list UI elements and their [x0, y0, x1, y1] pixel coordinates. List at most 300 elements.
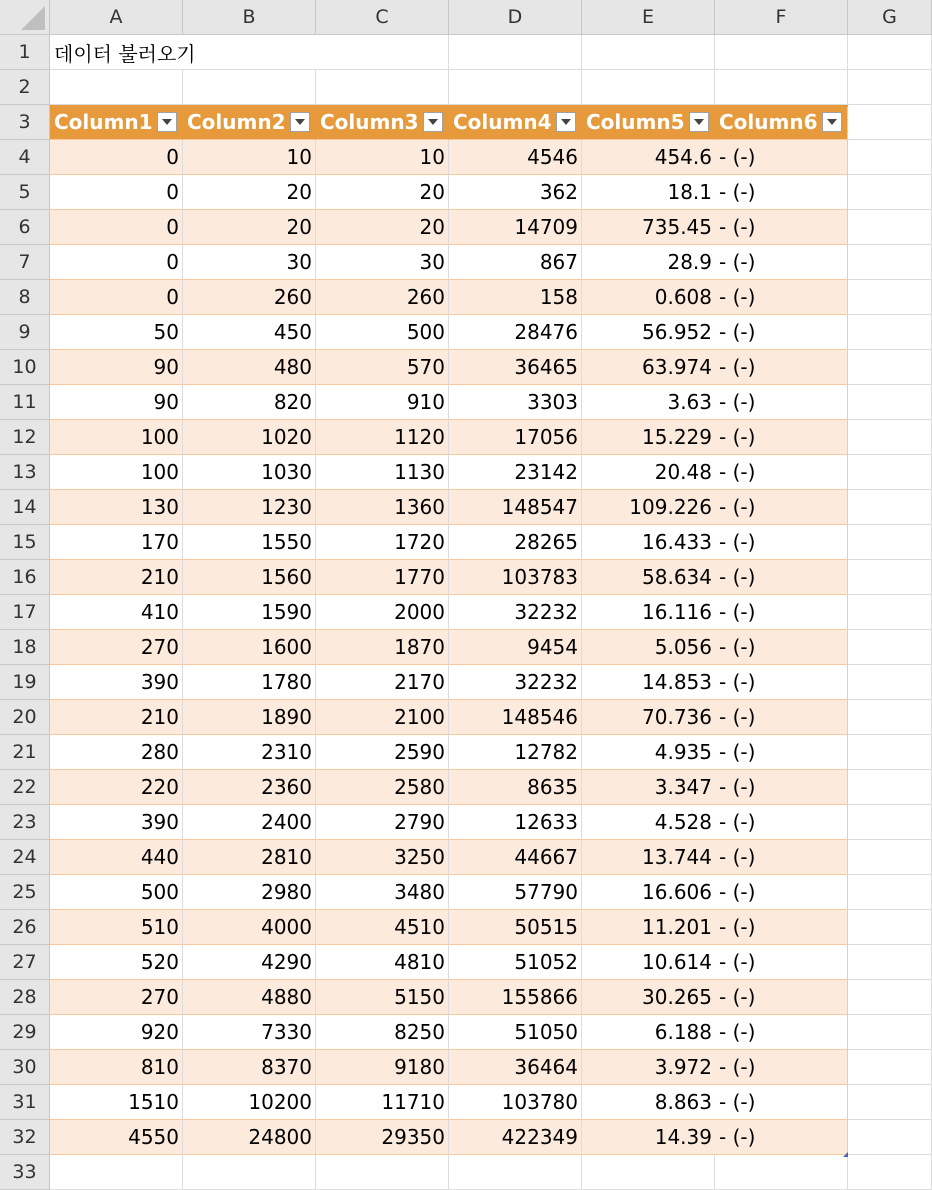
sheet-row-5	[50, 175, 932, 210]
table-cell-f32[interactable]: - (-)	[715, 1120, 848, 1155]
table-cell-d31[interactable]: 103780	[449, 1085, 582, 1120]
cell-c1[interactable]	[316, 35, 449, 70]
table-cell-e8[interactable]: 0.608	[582, 280, 715, 315]
cell-g20[interactable]	[848, 700, 932, 735]
table-cell-b22[interactable]: 2360	[183, 770, 316, 805]
table-cell-b29[interactable]: 7330	[183, 1015, 316, 1050]
table-cell-e10[interactable]: 63.974	[582, 350, 715, 385]
table-cell-a5[interactable]: 0	[50, 175, 183, 210]
cell-g3[interactable]	[848, 105, 932, 140]
table-cell-b18[interactable]: 1600	[183, 630, 316, 665]
row-header-26[interactable]: 26	[0, 910, 50, 945]
cell-g18[interactable]	[848, 630, 932, 665]
row-header-2[interactable]: 2	[0, 70, 50, 105]
table-cell-e22[interactable]: 3.347	[582, 770, 715, 805]
table-cell-b23[interactable]: 2400	[183, 805, 316, 840]
table-cell-d32[interactable]: 422349	[449, 1120, 582, 1155]
cell-g2[interactable]	[848, 70, 932, 105]
table-cell-c4[interactable]: 10	[316, 140, 449, 175]
table-cell-e29[interactable]: 6.188	[582, 1015, 715, 1050]
table-cell-b5[interactable]: 20	[183, 175, 316, 210]
table-cell-e14[interactable]: 109.226	[582, 490, 715, 525]
sheet-row-28	[50, 980, 932, 1015]
table-cell-c32[interactable]: 29350	[316, 1120, 449, 1155]
table-cell-c8[interactable]: 260	[316, 280, 449, 315]
cell-g25[interactable]	[848, 875, 932, 910]
table-cell-a16[interactable]: 210	[50, 560, 183, 595]
table-cell-e18[interactable]: 5.056	[582, 630, 715, 665]
sheet-row-20	[50, 700, 932, 735]
table-cell-b7[interactable]: 30	[183, 245, 316, 280]
table-cell-c5[interactable]: 20	[316, 175, 449, 210]
table-cell-b24[interactable]: 2810	[183, 840, 316, 875]
row-header-25[interactable]: 25	[0, 875, 50, 910]
table-cell-e27[interactable]: 10.614	[582, 945, 715, 980]
table-cell-c7[interactable]: 30	[316, 245, 449, 280]
row-header-28[interactable]: 28	[0, 980, 50, 1015]
cell-g13[interactable]	[848, 455, 932, 490]
row-header-14[interactable]: 14	[0, 490, 50, 525]
table-cell-e25[interactable]: 16.606	[582, 875, 715, 910]
table-cell-d27[interactable]: 51052	[449, 945, 582, 980]
table-cell-e23[interactable]: 4.528	[582, 805, 715, 840]
table-cell-c12[interactable]: 1120	[316, 420, 449, 455]
table-cell-c27[interactable]: 4810	[316, 945, 449, 980]
filter-dropdown-button[interactable]	[157, 112, 177, 132]
row-header-3[interactable]: 3	[0, 105, 50, 140]
table-cell-c17[interactable]: 2000	[316, 595, 449, 630]
cell-d33[interactable]	[449, 1155, 582, 1190]
table-cell-c23[interactable]: 2790	[316, 805, 449, 840]
table-cell-b14[interactable]: 1230	[183, 490, 316, 525]
table-cell-f29[interactable]: - (-)	[715, 1015, 848, 1050]
filter-dropdown-button[interactable]	[822, 112, 842, 132]
cell-f1[interactable]	[715, 35, 848, 70]
row-header-15[interactable]: 15	[0, 525, 50, 560]
table-cell-b21[interactable]: 2310	[183, 735, 316, 770]
table-cell-f8[interactable]: - (-)	[715, 280, 848, 315]
row-header-10[interactable]: 10	[0, 350, 50, 385]
table-cell-e7[interactable]: 28.9	[582, 245, 715, 280]
table-cell-e9[interactable]: 56.952	[582, 315, 715, 350]
table-cell-b12[interactable]: 1020	[183, 420, 316, 455]
table-cell-b10[interactable]: 480	[183, 350, 316, 385]
table-cell-e13[interactable]: 20.48	[582, 455, 715, 490]
table-cell-b20[interactable]: 1890	[183, 700, 316, 735]
cell-g7[interactable]	[848, 245, 932, 280]
row-header-31[interactable]: 31	[0, 1085, 50, 1120]
table-cell-b32[interactable]: 24800	[183, 1120, 316, 1155]
column-header-a[interactable]: A	[50, 0, 183, 35]
table-cell-d22[interactable]: 8635	[449, 770, 582, 805]
table-cell-b11[interactable]: 820	[183, 385, 316, 420]
table-cell-e24[interactable]: 13.744	[582, 840, 715, 875]
table-cell-e12[interactable]: 15.229	[582, 420, 715, 455]
table-cell-f24[interactable]: - (-)	[715, 840, 848, 875]
row-header-16[interactable]: 16	[0, 560, 50, 595]
table-cell-d18[interactable]: 9454	[449, 630, 582, 665]
table-cell-c13[interactable]: 1130	[316, 455, 449, 490]
table-cell-a27[interactable]: 520	[50, 945, 183, 980]
table-cell-b8[interactable]: 260	[183, 280, 316, 315]
cell-g12[interactable]	[848, 420, 932, 455]
column-header-d[interactable]: D	[449, 0, 582, 35]
row-header-22[interactable]: 22	[0, 770, 50, 805]
column-header-f[interactable]: F	[715, 0, 848, 35]
row-header-18[interactable]: 18	[0, 630, 50, 665]
table-cell-a19[interactable]: 390	[50, 665, 183, 700]
table-cell-a15[interactable]: 170	[50, 525, 183, 560]
table-cell-b27[interactable]: 4290	[183, 945, 316, 980]
table-cell-f7[interactable]: - (-)	[715, 245, 848, 280]
row-header-21[interactable]: 21	[0, 735, 50, 770]
table-cell-f15[interactable]: - (-)	[715, 525, 848, 560]
row-header-30[interactable]: 30	[0, 1050, 50, 1085]
table-cell-f11[interactable]: - (-)	[715, 385, 848, 420]
table-resize-handle[interactable]	[842, 1151, 848, 1157]
table-cell-c24[interactable]: 3250	[316, 840, 449, 875]
cell-f33[interactable]	[715, 1155, 848, 1190]
table-cell-c14[interactable]: 1360	[316, 490, 449, 525]
row-header-8[interactable]: 8	[0, 280, 50, 315]
table-cell-c11[interactable]: 910	[316, 385, 449, 420]
table-cell-b26[interactable]: 4000	[183, 910, 316, 945]
table-cell-a22[interactable]: 220	[50, 770, 183, 805]
table-cell-b9[interactable]: 450	[183, 315, 316, 350]
table-cell-d23[interactable]: 12633	[449, 805, 582, 840]
table-cell-f14[interactable]: - (-)	[715, 490, 848, 525]
table-cell-c29[interactable]: 8250	[316, 1015, 449, 1050]
table-cell-a25[interactable]: 500	[50, 875, 183, 910]
sheet-row-9	[50, 315, 932, 350]
cell-g27[interactable]	[848, 945, 932, 980]
table-cell-d19[interactable]: 32232	[449, 665, 582, 700]
row-header-12[interactable]: 12	[0, 420, 50, 455]
table-cell-a13[interactable]: 100	[50, 455, 183, 490]
table-cell-a10[interactable]: 90	[50, 350, 183, 385]
table-header-label: Column1	[54, 110, 153, 134]
table-cell-b31[interactable]: 10200	[183, 1085, 316, 1120]
sheet-row-26	[50, 910, 932, 945]
row-header-24[interactable]: 24	[0, 840, 50, 875]
table-cell-f16[interactable]: - (-)	[715, 560, 848, 595]
table-cell-b17[interactable]: 1590	[183, 595, 316, 630]
table-header-3[interactable]	[316, 105, 449, 140]
table-cell-f19[interactable]: - (-)	[715, 665, 848, 700]
cell-g10[interactable]	[848, 350, 932, 385]
table-cell-f17[interactable]: - (-)	[715, 595, 848, 630]
cell-g14[interactable]	[848, 490, 932, 525]
row-header-27[interactable]: 27	[0, 945, 50, 980]
table-cell-b16[interactable]: 1560	[183, 560, 316, 595]
table-cell-a11[interactable]: 90	[50, 385, 183, 420]
row-header-17[interactable]: 17	[0, 595, 50, 630]
table-cell-e28[interactable]: 30.265	[582, 980, 715, 1015]
cell-e33[interactable]	[582, 1155, 715, 1190]
table-cell-e19[interactable]: 14.853	[582, 665, 715, 700]
table-cell-a18[interactable]: 270	[50, 630, 183, 665]
table-cell-f27[interactable]: - (-)	[715, 945, 848, 980]
sheet-row-32	[50, 1120, 932, 1155]
table-cell-f13[interactable]: - (-)	[715, 455, 848, 490]
table-cell-e11[interactable]: 3.63	[582, 385, 715, 420]
table-cell-f28[interactable]: - (-)	[715, 980, 848, 1015]
row-header-11[interactable]: 11	[0, 385, 50, 420]
table-cell-e31[interactable]: 8.863	[582, 1085, 715, 1120]
cell-g4[interactable]	[848, 140, 932, 175]
sheet-row-19	[50, 665, 932, 700]
table-cell-d26[interactable]: 50515	[449, 910, 582, 945]
table-cell-c9[interactable]: 500	[316, 315, 449, 350]
table-cell-d5[interactable]: 362	[449, 175, 582, 210]
sheet-row-7	[50, 245, 932, 280]
table-cell-f25[interactable]: - (-)	[715, 875, 848, 910]
table-cell-f6[interactable]: - (-)	[715, 210, 848, 245]
table-cell-b28[interactable]: 4880	[183, 980, 316, 1015]
table-cell-f22[interactable]: - (-)	[715, 770, 848, 805]
table-cell-f10[interactable]: - (-)	[715, 350, 848, 385]
table-cell-c18[interactable]: 1870	[316, 630, 449, 665]
table-cell-d28[interactable]: 155866	[449, 980, 582, 1015]
row-header-13[interactable]: 13	[0, 455, 50, 490]
filter-dropdown-button[interactable]	[290, 112, 310, 132]
table-cell-c16[interactable]: 1770	[316, 560, 449, 595]
cell-d2[interactable]	[449, 70, 582, 105]
row-header-20[interactable]: 20	[0, 700, 50, 735]
table-cell-b13[interactable]: 1030	[183, 455, 316, 490]
cell-g23[interactable]	[848, 805, 932, 840]
table-cell-c21[interactable]: 2590	[316, 735, 449, 770]
table-cell-c19[interactable]: 2170	[316, 665, 449, 700]
table-cell-a30[interactable]: 810	[50, 1050, 183, 1085]
table-cell-a12[interactable]: 100	[50, 420, 183, 455]
cell-g28[interactable]	[848, 980, 932, 1015]
cell-g24[interactable]	[848, 840, 932, 875]
column-header-b[interactable]: B	[183, 0, 316, 35]
table-header-5[interactable]	[582, 105, 715, 140]
cell-a2[interactable]	[50, 70, 183, 105]
table-cell-c22[interactable]: 2580	[316, 770, 449, 805]
cell-g1[interactable]	[848, 35, 932, 70]
sheet-row-31	[50, 1085, 932, 1120]
table-cell-a24[interactable]: 440	[50, 840, 183, 875]
table-cell-e16[interactable]: 58.634	[582, 560, 715, 595]
row-header-32[interactable]: 32	[0, 1120, 50, 1155]
table-cell-d15[interactable]: 28265	[449, 525, 582, 560]
table-cell-c15[interactable]: 1720	[316, 525, 449, 560]
row-header-23[interactable]: 23	[0, 805, 50, 840]
sheet-row-3	[50, 105, 932, 140]
column-header-g[interactable]: G	[848, 0, 932, 35]
table-cell-e6[interactable]: 735.45	[582, 210, 715, 245]
sheet-row-23	[50, 805, 932, 840]
select-all-button[interactable]	[0, 0, 50, 35]
table-cell-d21[interactable]: 12782	[449, 735, 582, 770]
cell-b33[interactable]	[183, 1155, 316, 1190]
table-cell-a7[interactable]: 0	[50, 245, 183, 280]
table-cell-a31[interactable]: 1510	[50, 1085, 183, 1120]
table-cell-a4[interactable]: 0	[50, 140, 183, 175]
cell-g32[interactable]	[848, 1120, 932, 1155]
table-cell-d9[interactable]: 28476	[449, 315, 582, 350]
table-cell-e5[interactable]: 18.1	[582, 175, 715, 210]
cell-g21[interactable]	[848, 735, 932, 770]
table-cell-a9[interactable]: 50	[50, 315, 183, 350]
table-cell-d12[interactable]: 17056	[449, 420, 582, 455]
dropdown-arrow-icon	[295, 119, 305, 125]
table-cell-f26[interactable]: - (-)	[715, 910, 848, 945]
table-cell-f30[interactable]: - (-)	[715, 1050, 848, 1085]
cell-c2[interactable]	[316, 70, 449, 105]
table-cell-e15[interactable]: 16.433	[582, 525, 715, 560]
table-cell-e21[interactable]: 4.935	[582, 735, 715, 770]
table-cell-b4[interactable]: 10	[183, 140, 316, 175]
row-header-7[interactable]: 7	[0, 245, 50, 280]
table-header-2[interactable]	[183, 105, 316, 140]
cell-g26[interactable]	[848, 910, 932, 945]
table-cell-f31[interactable]: - (-)	[715, 1085, 848, 1120]
table-cell-c28[interactable]: 5150	[316, 980, 449, 1015]
table-cell-e30[interactable]: 3.972	[582, 1050, 715, 1085]
table-header-4[interactable]	[449, 105, 582, 140]
row-header-5[interactable]: 5	[0, 175, 50, 210]
filter-dropdown-button[interactable]	[423, 112, 443, 132]
cell-g11[interactable]	[848, 385, 932, 420]
column-header-c[interactable]: C	[316, 0, 449, 35]
dropdown-arrow-icon	[428, 119, 438, 125]
cell-d1[interactable]	[449, 35, 582, 70]
cell-b2[interactable]	[183, 70, 316, 105]
table-cell-a8[interactable]: 0	[50, 280, 183, 315]
select-all-triangle-icon	[21, 6, 45, 30]
table-cell-b6[interactable]: 20	[183, 210, 316, 245]
table-cell-e26[interactable]: 11.201	[582, 910, 715, 945]
sheet-row-6	[50, 210, 932, 245]
table-cell-d11[interactable]: 3303	[449, 385, 582, 420]
cell-g29[interactable]	[848, 1015, 932, 1050]
table-cell-d7[interactable]: 867	[449, 245, 582, 280]
cell-e2[interactable]	[582, 70, 715, 105]
table-cell-a14[interactable]: 130	[50, 490, 183, 525]
table-cell-f5[interactable]: - (-)	[715, 175, 848, 210]
sheet-row-18	[50, 630, 932, 665]
sheet-row-4	[50, 140, 932, 175]
table-cell-f12[interactable]: - (-)	[715, 420, 848, 455]
cell-g8[interactable]	[848, 280, 932, 315]
table-cell-d16[interactable]: 103783	[449, 560, 582, 595]
table-cell-a21[interactable]: 280	[50, 735, 183, 770]
row-header-1[interactable]: 1	[0, 35, 50, 70]
row-header-29[interactable]: 29	[0, 1015, 50, 1050]
table-cell-b25[interactable]: 2980	[183, 875, 316, 910]
table-cell-a32[interactable]: 4550	[50, 1120, 183, 1155]
row-header-19[interactable]: 19	[0, 665, 50, 700]
row-header-9[interactable]: 9	[0, 315, 50, 350]
table-cell-d8[interactable]: 158	[449, 280, 582, 315]
table-cell-c31[interactable]: 11710	[316, 1085, 449, 1120]
table-header-1[interactable]	[50, 105, 183, 140]
cell-f2[interactable]	[715, 70, 848, 105]
table-cell-a17[interactable]: 410	[50, 595, 183, 630]
table-cell-d17[interactable]: 32232	[449, 595, 582, 630]
table-cell-d30[interactable]: 36464	[449, 1050, 582, 1085]
cell-a1-title[interactable]: 데이터 불러오기	[50, 35, 316, 70]
table-cell-d29[interactable]: 51050	[449, 1015, 582, 1050]
table-cell-c20[interactable]: 2100	[316, 700, 449, 735]
table-cell-d10[interactable]: 36465	[449, 350, 582, 385]
table-cell-d24[interactable]: 44667	[449, 840, 582, 875]
table-cell-b15[interactable]: 1550	[183, 525, 316, 560]
cell-c33[interactable]	[316, 1155, 449, 1190]
cell-e1[interactable]	[582, 35, 715, 70]
table-cell-d14[interactable]: 148547	[449, 490, 582, 525]
cell-a33[interactable]	[50, 1155, 183, 1190]
column-header-e[interactable]: E	[582, 0, 715, 35]
table-cell-f4[interactable]: - (-)	[715, 140, 848, 175]
cell-g15[interactable]	[848, 525, 932, 560]
table-header-6[interactable]	[715, 105, 848, 140]
table-cell-f20[interactable]: - (-)	[715, 700, 848, 735]
table-header-label: Column5	[586, 110, 685, 134]
table-cell-c25[interactable]: 3480	[316, 875, 449, 910]
table-cell-e4[interactable]: 454.6	[582, 140, 715, 175]
row-header-33[interactable]: 33	[0, 1155, 50, 1190]
table-cell-f9[interactable]: - (-)	[715, 315, 848, 350]
table-cell-a29[interactable]: 920	[50, 1015, 183, 1050]
cell-g17[interactable]	[848, 595, 932, 630]
cell-g22[interactable]	[848, 770, 932, 805]
table-cell-d6[interactable]: 14709	[449, 210, 582, 245]
cell-g6[interactable]	[848, 210, 932, 245]
table-cell-c10[interactable]: 570	[316, 350, 449, 385]
table-cell-f23[interactable]: - (-)	[715, 805, 848, 840]
cell-g31[interactable]	[848, 1085, 932, 1120]
cell-g30[interactable]	[848, 1050, 932, 1085]
cell-g5[interactable]	[848, 175, 932, 210]
table-cell-a26[interactable]: 510	[50, 910, 183, 945]
table-cell-b19[interactable]: 1780	[183, 665, 316, 700]
table-cell-e20[interactable]: 70.736	[582, 700, 715, 735]
cell-g9[interactable]	[848, 315, 932, 350]
table-cell-d20[interactable]: 148546	[449, 700, 582, 735]
filter-dropdown-button[interactable]	[556, 112, 576, 132]
row-header-6[interactable]: 6	[0, 210, 50, 245]
table-cell-a23[interactable]: 390	[50, 805, 183, 840]
table-cell-a28[interactable]: 270	[50, 980, 183, 1015]
cell-g16[interactable]	[848, 560, 932, 595]
table-header-label: Column6	[719, 110, 818, 134]
table-cell-e17[interactable]: 16.116	[582, 595, 715, 630]
table-cell-e32[interactable]: 14.39	[582, 1120, 715, 1155]
table-cell-c26[interactable]: 4510	[316, 910, 449, 945]
sheet-row-1	[50, 35, 932, 70]
table-cell-f18[interactable]: - (-)	[715, 630, 848, 665]
sheet-row-22	[50, 770, 932, 805]
table-cell-d13[interactable]: 23142	[449, 455, 582, 490]
filter-dropdown-button[interactable]	[689, 112, 709, 132]
table-cell-b30[interactable]: 8370	[183, 1050, 316, 1085]
cell-g19[interactable]	[848, 665, 932, 700]
table-cell-c30[interactable]: 9180	[316, 1050, 449, 1085]
table-cell-d25[interactable]: 57790	[449, 875, 582, 910]
table-cell-f21[interactable]: - (-)	[715, 735, 848, 770]
cell-g33[interactable]	[848, 1155, 932, 1190]
row-header-4[interactable]: 4	[0, 140, 50, 175]
table-cell-d4[interactable]: 4546	[449, 140, 582, 175]
table-cell-a6[interactable]: 0	[50, 210, 183, 245]
table-cell-c6[interactable]: 20	[316, 210, 449, 245]
table-cell-a20[interactable]: 210	[50, 700, 183, 735]
